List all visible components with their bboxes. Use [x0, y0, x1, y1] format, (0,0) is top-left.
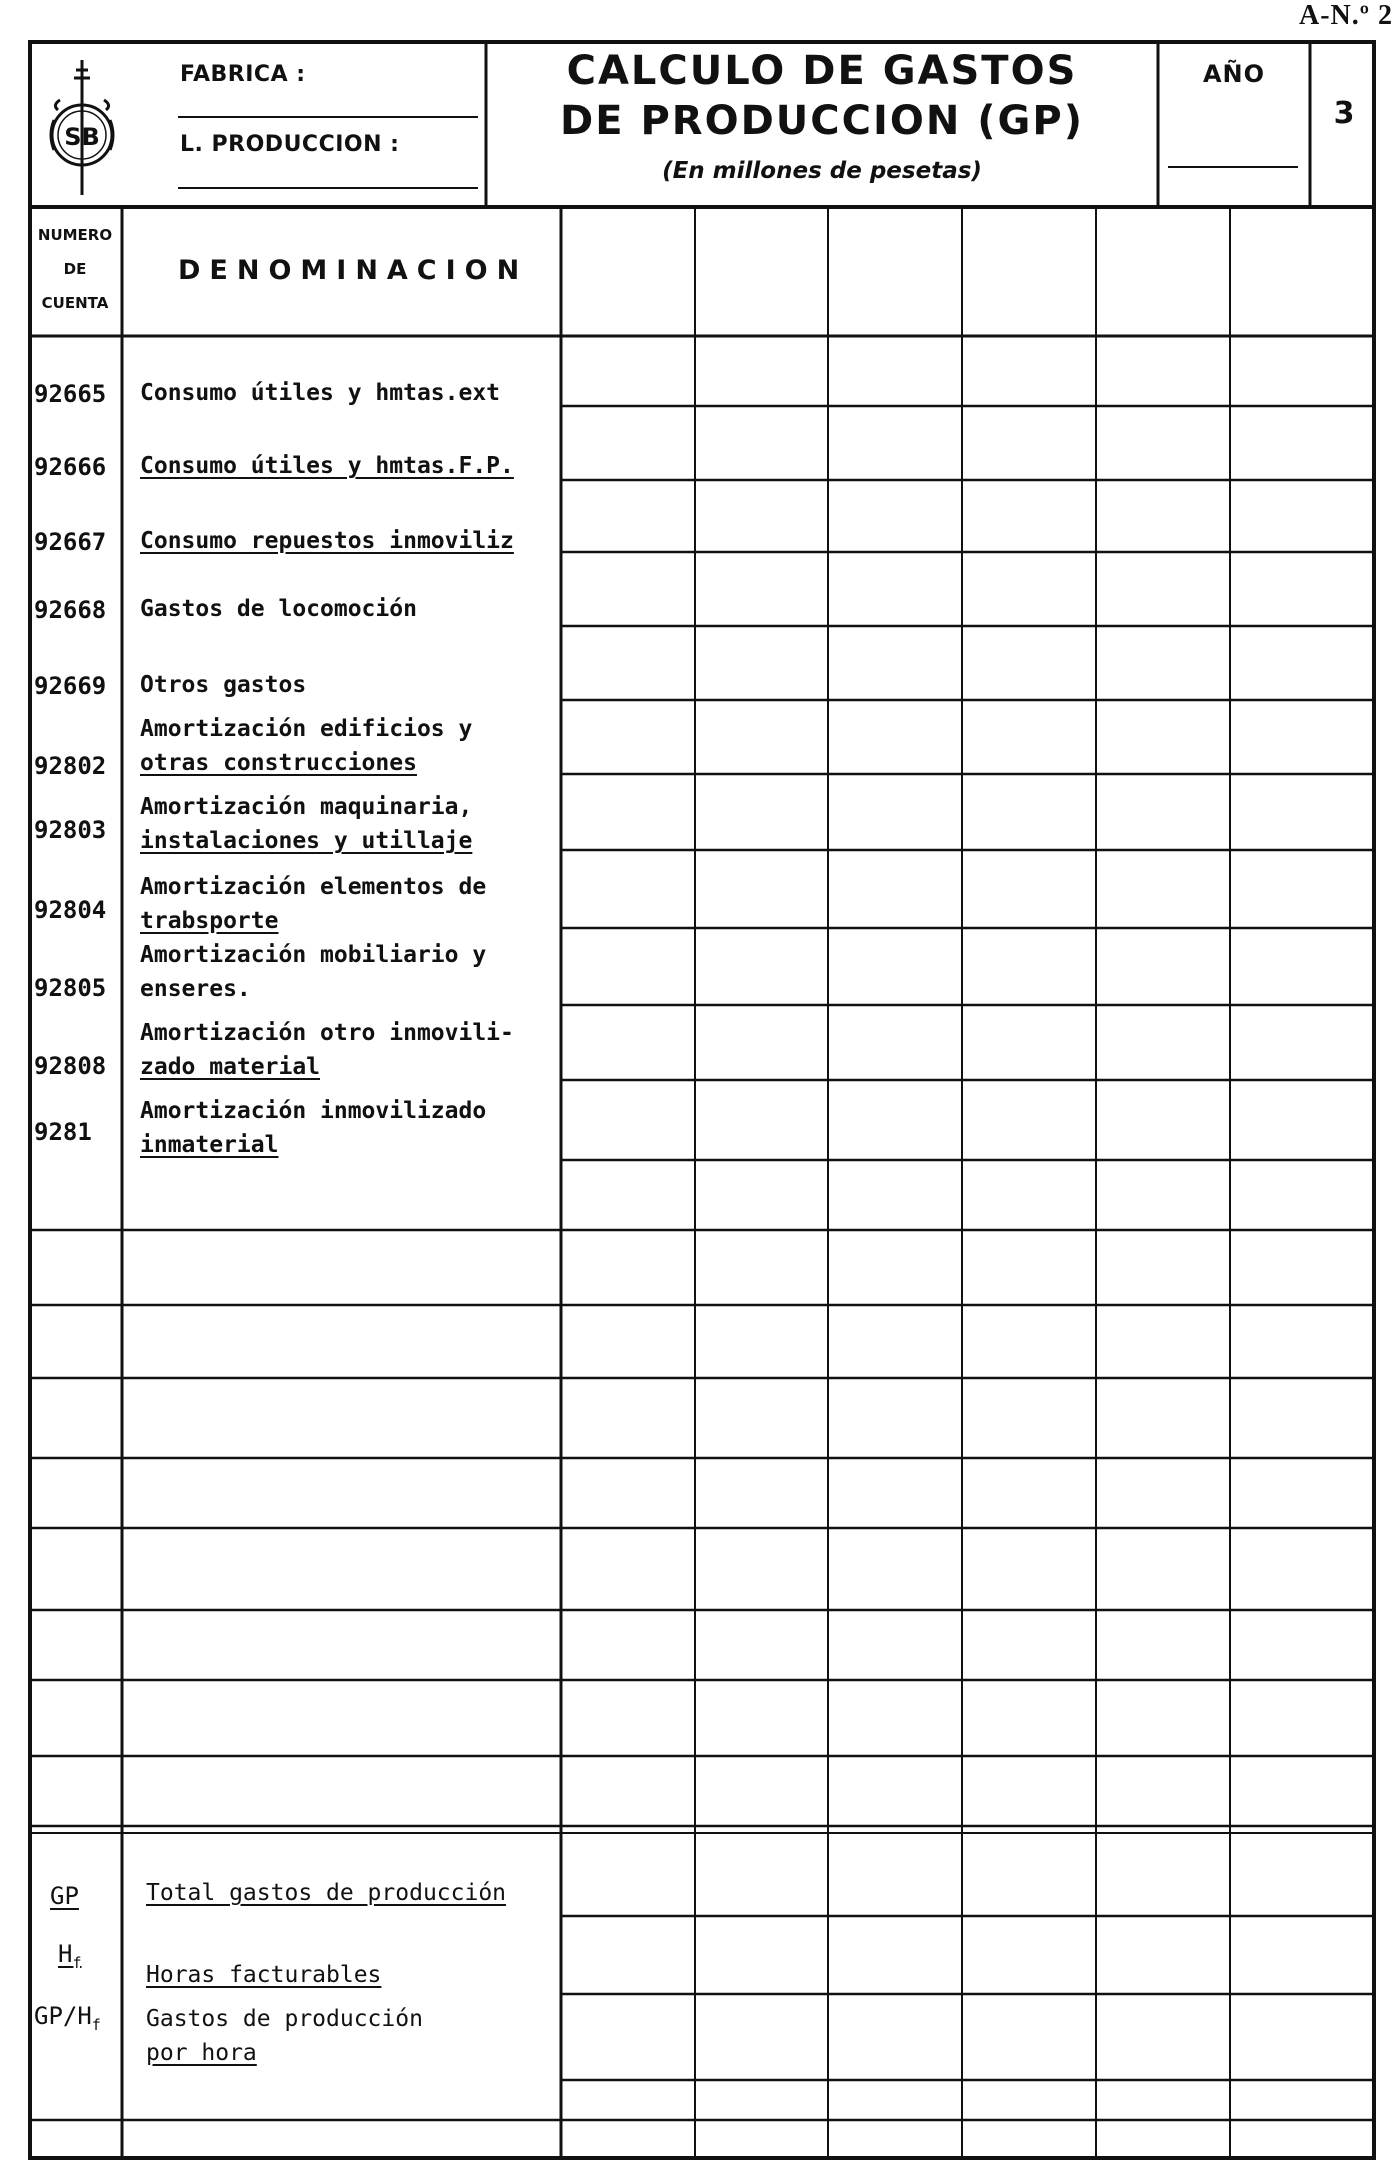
account-header-line: CUENTA [41, 294, 109, 312]
description-line: Amortización otro inmovili- [140, 1020, 514, 1046]
description-line: otras construcciones [140, 750, 417, 776]
page-reference: A-N.º 2 [1298, 0, 1393, 31]
description-line: Amortización edificios y [140, 716, 473, 742]
cost-calculation-form [28, 40, 1378, 2162]
total-code-main: GP/H [34, 2002, 92, 2030]
total-description [146, 2002, 423, 2070]
company-logo [42, 50, 122, 200]
account-description [140, 712, 472, 780]
description-line: trabsporte [140, 908, 279, 934]
denomination-header: DENOMINACION [178, 255, 529, 286]
account-code: 92668 [34, 596, 107, 624]
account-code: 92803 [34, 816, 107, 844]
total-code: GP [50, 1882, 79, 1910]
form-title-line1: CALCULO DE GASTOS [566, 48, 1078, 94]
total-description: Total gastos de producción [146, 1880, 507, 1906]
account-code: 92805 [34, 974, 107, 1002]
total-code [58, 1940, 81, 1972]
description-line: instalaciones y utillaje [140, 828, 473, 854]
account-code: 92665 [34, 380, 107, 408]
account-description: Gastos de locomoción [140, 596, 417, 622]
year-label: AÑO [1202, 60, 1266, 88]
description-line: inmaterial [140, 1132, 279, 1158]
account-code: 92808 [34, 1052, 107, 1080]
account-description: Consumo útiles y hmtas.F.P. [140, 453, 514, 479]
fabrica-label: FABRICA : [180, 62, 306, 87]
total-code-subscript: f [72, 1954, 82, 1972]
account-code: 9281 [34, 1118, 92, 1146]
account-code: 92666 [34, 453, 107, 481]
account-description [140, 870, 486, 938]
account-description [140, 1016, 514, 1084]
total-code [34, 2002, 101, 2034]
description-line: Gastos de producción [146, 2006, 423, 2032]
account-code: 92669 [34, 672, 107, 700]
account-description [140, 790, 472, 858]
description-line: Amortización maquinaria, [140, 794, 473, 820]
account-description: Consumo útiles y hmtas.ext [140, 380, 501, 406]
account-code: 92802 [34, 752, 107, 780]
description-line: por hora [146, 2040, 257, 2066]
total-description: Horas facturables [146, 1962, 382, 1988]
description-line: Amortización mobiliario y [140, 942, 487, 968]
account-code: 92804 [34, 896, 107, 924]
account-description: Otros gastos [140, 672, 307, 698]
logo-lettering: SB [64, 123, 100, 151]
description-line: Amortización inmovilizado [140, 1098, 487, 1124]
description-line: zado material [140, 1054, 321, 1080]
total-code-main: H [58, 1940, 73, 1968]
linea-produccion-label: L. PRODUCCION : [180, 132, 400, 157]
account-header-line: NUMERO [37, 226, 113, 244]
total-code-subscript: f [91, 2016, 101, 2034]
account-code: 92667 [34, 528, 107, 556]
form-subtitle: (En millones de pesetas) [662, 158, 982, 184]
form-title-line2: DE PRODUCCION (GP) [560, 98, 1084, 144]
account-number-header [28, 218, 122, 320]
sheet-number: 3 [1333, 96, 1355, 131]
account-description: Consumo repuestos inmoviliz [140, 528, 514, 554]
description-line: enseres. [140, 976, 251, 1002]
account-description [140, 938, 486, 1006]
description-line: Amortización elementos de [140, 874, 487, 900]
account-header-line: DE [63, 260, 87, 278]
account-description [140, 1094, 486, 1162]
